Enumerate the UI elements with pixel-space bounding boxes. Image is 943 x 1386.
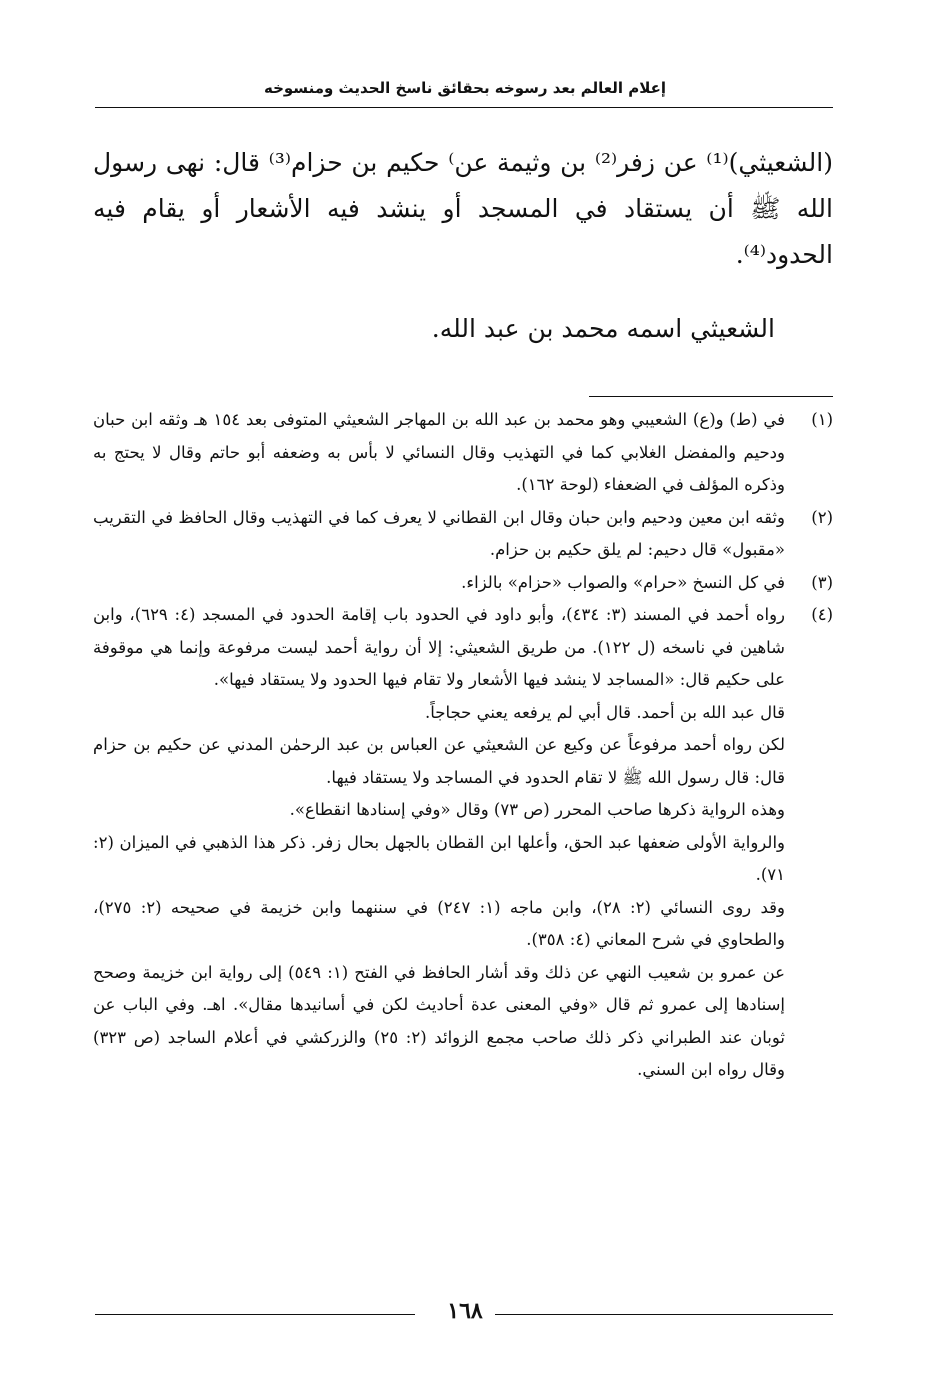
- footnote-text: رواه أحمد في المسند (٣: ٤٣٤)، وأبو داود في الحدود باب إقامة الحدود في المسجد (٤: ٦٢٩)، وابن شاهين في ناسخه (ل ١٢٢). من طريق الشعيثي: إلا أن رواية أحمد ليست مرفوعة وإنما هي موقوفة على حكيم قال: «المساجد لا ينشد فيها الأشعار ولا تقام فيها الحدود ولا يستقاد فيها».: [93, 605, 786, 689]
- header-rule: [95, 107, 833, 108]
- footnote-number: (٣): [811, 572, 833, 592]
- footnote-separator: [589, 396, 833, 397]
- hadith-paragraph: (الشعيثي)⁽¹⁾ عن زفر⁽²⁾ بن وثيمة عن⁾ حكيم بن حزام⁽³⁾ قال: نهى رسول الله ﷺ أن يستقاد في المسجد أو ينشد فيه الأشعار أو يقام فيه الحدود⁽⁴⁾.: [93, 148, 833, 269]
- page-footer: [95, 1296, 833, 1326]
- narrator-note: الشعيثي اسمه محمد بن عبد الله.: [431, 314, 775, 343]
- footnote-text: وهذه الرواية ذكرها صاحب المحرر (ص ٧٣) وقال «وفي إسنادها انقطاع».: [289, 800, 785, 819]
- footnote-number: (١): [811, 410, 833, 429]
- footnote-text: عن عمرو بن شعيب النهي عن ذلك وقد أشار الحافظ في الفتح (١: ٥٤٩) إلى رواية ابن خزيمة وصحح إسنادها إلى عمرو ثم قال «وفي المعنى عدة أحاديث لكن في أسانيدها مقال». اهـ. وفي الباب عن ثوبان عند الطبراني ذكر ذلك صاحب مجمع الزوائد (٢: ٢٥) والزركشي في أعلام الساجد (ص ٣٢٣) وقال رواه ابن السني.: [93, 962, 785, 1079]
- footnote-1: [93, 404, 833, 502]
- footnote-number: (٢): [811, 507, 833, 527]
- footnote-body: [93, 404, 785, 502]
- footnote-text: في (ط) و(ع) الشعيبي وهو محمد بن عبد الله بن المهاجر الشعيثي المتوفى بعد ١٥٤ هـ وثقه ابن حبان ودحيم والمفضل الغلابي كما في التهذيب وقال النسائي لا بأس به وضعفه أبو حاتم وقال لا يحتج به وذكره المؤلف في الضعفاء (لوحة ١٦٢).: [93, 410, 785, 494]
- footer-rule-right: [495, 1314, 833, 1315]
- footnote-text: وثقه ابن معين ودحيم وابن حبان وقال ابن القطاني لا يعرف كما في التهذيب وقال الحافظ في التقريب «مقبول» قال دحيم: لم يلق حكيم بن حزام.: [93, 507, 785, 559]
- footnote-4: [93, 599, 833, 1087]
- footnote-body: [93, 599, 785, 1087]
- footnote-text: وقد روى النسائي (٢: ٢٨)، وابن ماجه (١: ٢٤٧) في سننهما وابن خزيمة في صحيحه (٢: ٢٧٥)، والطحاوي في شرح المعاني (٤: ٣٥٨).: [93, 897, 785, 949]
- footer-rule-left: [95, 1314, 415, 1315]
- footnote-text: والرواية الأولى ضعفها عبد الحق، وأعلها ابن القطان بالجهل بحال زفر. ذكر هذا الذهبي في الميزان (٢: ٧١).: [93, 832, 785, 884]
- footnote-text: لكن رواه أحمد مرفوعاً عن وكيع عن الشعيثي عن العباس بن عبد الرحمٰن المدني عن حكيم بن حزام قال: قال رسول الله ﷺ لا تقام الحدود في المساجد ولا يستقاد فيها.: [93, 735, 785, 787]
- footnote-3: [93, 567, 833, 600]
- footnote-body: [93, 567, 785, 600]
- footnote-text: قال عبد الله بن أحمد. قال أبي لم يرفعه يعني حجاجاً.: [424, 702, 785, 722]
- page-number: ١٦٨: [447, 1298, 483, 1324]
- footnote-text: في كل النسخ «حرام» والصواب «حزام» بالزاء.: [461, 572, 785, 592]
- footnote-2: [93, 502, 833, 567]
- main-text: [93, 140, 833, 352]
- footnotes: [93, 404, 833, 1087]
- running-title: إعلام العالم بعد رسوخه بحقائق ناسخ الحديث ومنسوخه: [264, 79, 666, 97]
- footnote-number: (٤): [811, 605, 833, 624]
- footnote-body: [93, 502, 785, 567]
